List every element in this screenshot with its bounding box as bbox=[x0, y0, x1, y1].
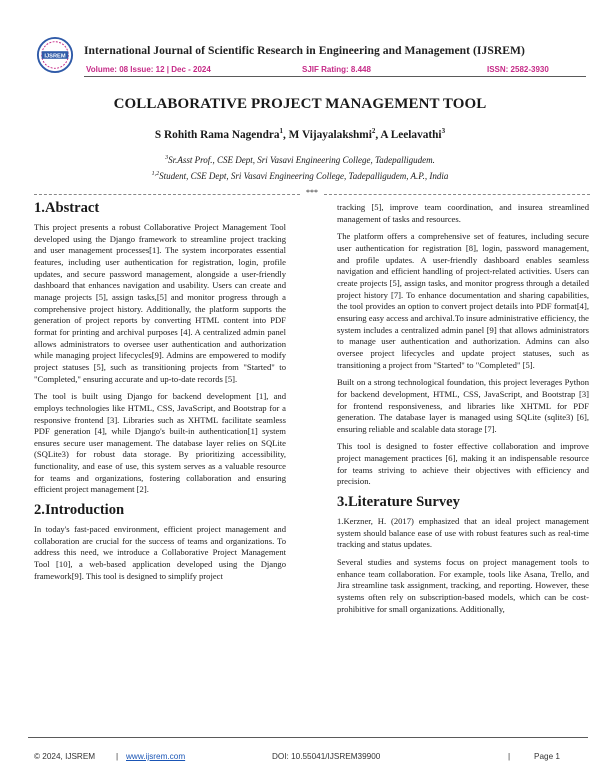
footer-divider: | bbox=[508, 752, 511, 761]
separator-line bbox=[324, 194, 590, 195]
literature-survey-heading: 3.Literature Survey bbox=[337, 494, 460, 511]
left-column bbox=[34, 200, 286, 588]
author-name: S Rohith Rama Nagendra bbox=[154, 128, 280, 141]
introduction-paragraph: This tool is designed to foster effective collaboration and improve project management practices [6], making it an indispensable resource for teams striving to achieve their objectives with efficiency and precision. bbox=[337, 441, 589, 487]
journal-website-link[interactable]: www.ijsrem.com bbox=[126, 752, 186, 761]
author-name: A Leelavathi bbox=[380, 128, 442, 141]
volume-issue: Volume: 08 Issue: 12 | Dec - 2024 bbox=[86, 65, 211, 74]
abstract-paragraph: This project presents a robust Collaborative Project Management Tool developed using the Django framework to streamline project tracking and user management processes[1]. The system incorporates essential features, including user authentication for registration, login, profile updates, and secure password management, alongside a user-friendly dashboard that enhances navigation and usability. Users can create and manage projects [5], assign tasks,[5] and monitor progress through a comprehensive project history. Additionally, the platform supports the generation of project reports by converting HTML content into PDF format for printing and archival purposes [4]. A centralized admin panel allows administrators to oversee user authentication and authorization while managing project lifecycles[9]. Admins are empowered to modify project statuses [5], such as transitioning projects from "Started" to "Completed," ensuring accurate and up-to-date records [5]. bbox=[34, 222, 286, 384]
introduction-paragraph: tracking [5], improve team coordination, and insurea streamlined management of tasks and resources. bbox=[337, 202, 589, 224]
affil-text: Student, CSE Dept, Sri Vasavi Engineering College, Tadepalligudem, A.P., India bbox=[159, 171, 449, 181]
affiliation-2 bbox=[0, 171, 600, 181]
footer-rule bbox=[28, 737, 588, 738]
introduction-heading: 2.Introduction bbox=[34, 502, 125, 519]
section-separator bbox=[34, 190, 590, 198]
footer-doi: DOI: 10.55041/IJSREM39900 bbox=[272, 752, 381, 761]
separator-line bbox=[34, 194, 300, 195]
header-rule bbox=[84, 76, 586, 77]
affil-marker: 3 bbox=[165, 155, 169, 161]
journal-header bbox=[28, 30, 588, 80]
footer-copyright: © 2024, IJSREM bbox=[34, 752, 96, 761]
author-affil-marker: 3 bbox=[441, 127, 446, 135]
introduction-paragraph: In today's fast-paced environment, efficient project management and collaboration are crucial for the success of teams and organizations. To address this need, we introduce a Collaborative Project Management Tool [10], a web-based application developed using the Django framework[9]. This tool is designed to simplify project bbox=[34, 524, 286, 581]
author-list: S Rohith Rama Nagendra$^1$, M Vijayalakshmi$^2$, A Leelavathi$^3$ bbox=[154, 127, 446, 141]
footer-page-number: Page 1 bbox=[534, 752, 560, 761]
author-affil-marker: 2 bbox=[371, 127, 376, 135]
separator-mark: *** bbox=[302, 188, 322, 197]
affiliation-1 bbox=[0, 155, 600, 165]
paper-title: COLLABORATIVE PROJECT MANAGEMENT TOOL bbox=[113, 96, 487, 112]
affil-text: Sr.Asst Prof., CSE Dept, Sri Vasavi Engineering College, Tadepalligudem. bbox=[168, 155, 435, 165]
introduction-paragraph: Built on a strong technological foundation, this project leverages Python for backend development, HTML, CSS, JavaScript, and Bootstrap [3] for frontend responsiveness, and libraries like XHTML for PDF generation. The database layer is managed using SQLite (sqlite3) [6], ensuring reliable and scalable data storage [7]. bbox=[337, 377, 589, 434]
introduction-paragraph: The platform offers a comprehensive set of features, including secure user authentication for registration [8], login, password management, and profile updates. A user-friendly dashboard enables seamless navigation and efficient handling of project-related activities. Users can create projects [5], assign tasks, and monitor progress through a detailed project history [7]. To enhance documentation and sharing capabilities, the tool provides an option to convert project details into PDF format[4], ensuring easy access and archival.To insure administrative efficiency, the system includes a centralized admin panel [9] that allows administrators to manage user authentication and authorization. Admins can also oversee project lifecycles and update project statuses, such as transitioning a project from "Started" to "Completed" [5]. bbox=[337, 231, 589, 370]
journal-title: International Journal of Scientific Research in Engineering and Management (IJSREM) bbox=[84, 44, 525, 57]
issn: ISSN: 2582-3930 bbox=[487, 65, 549, 74]
literature-paragraph: Several studies and systems focus on project management tools to enhance team collaboration. For example, tools like Asana, Trello, and Jira streamline task assignment, tracking, and reporting. However, these systems often rely on subscription-based models, which can be cost-prohibitive for small organizations. Additionally, bbox=[337, 557, 589, 614]
affil-marker: 1,2 bbox=[151, 171, 160, 177]
literature-paragraph: 1.Kerzner, H. (2017) emphasized that an ideal project management system should balance ease of use with robust features such as real-time tracking and status updates. bbox=[337, 516, 589, 550]
footer-divider: | bbox=[116, 752, 119, 761]
author-affil-marker: 1 bbox=[279, 127, 284, 135]
sjif-rating: SJIF Rating: 8.448 bbox=[302, 65, 371, 74]
svg-text:IJSREM: IJSREM bbox=[44, 53, 66, 60]
abstract-paragraph: The tool is built using Django for backend development [1], and employs technologies like HTML, CSS, JavaScript, and Bootstrap for a responsive frontend [3]. Libraries such as XHTML facilitate seamless PDF generation [4], while Django's built-in authentication[1] system ensures secure user management. The database layer relies on SQLite (SQLite3) for robust data storage. By prioritizing accessibility, functionality, and ease of use, this system serves as a valuable resource for teams and organizations, fostering collaboration and ensuring efficient project management [2]. bbox=[34, 391, 286, 495]
right-column bbox=[337, 202, 589, 621]
journal-logo-icon bbox=[36, 36, 74, 74]
author-name: M Vijayalakshmi bbox=[288, 128, 372, 141]
abstract-heading: 1.Abstract bbox=[34, 200, 100, 216]
